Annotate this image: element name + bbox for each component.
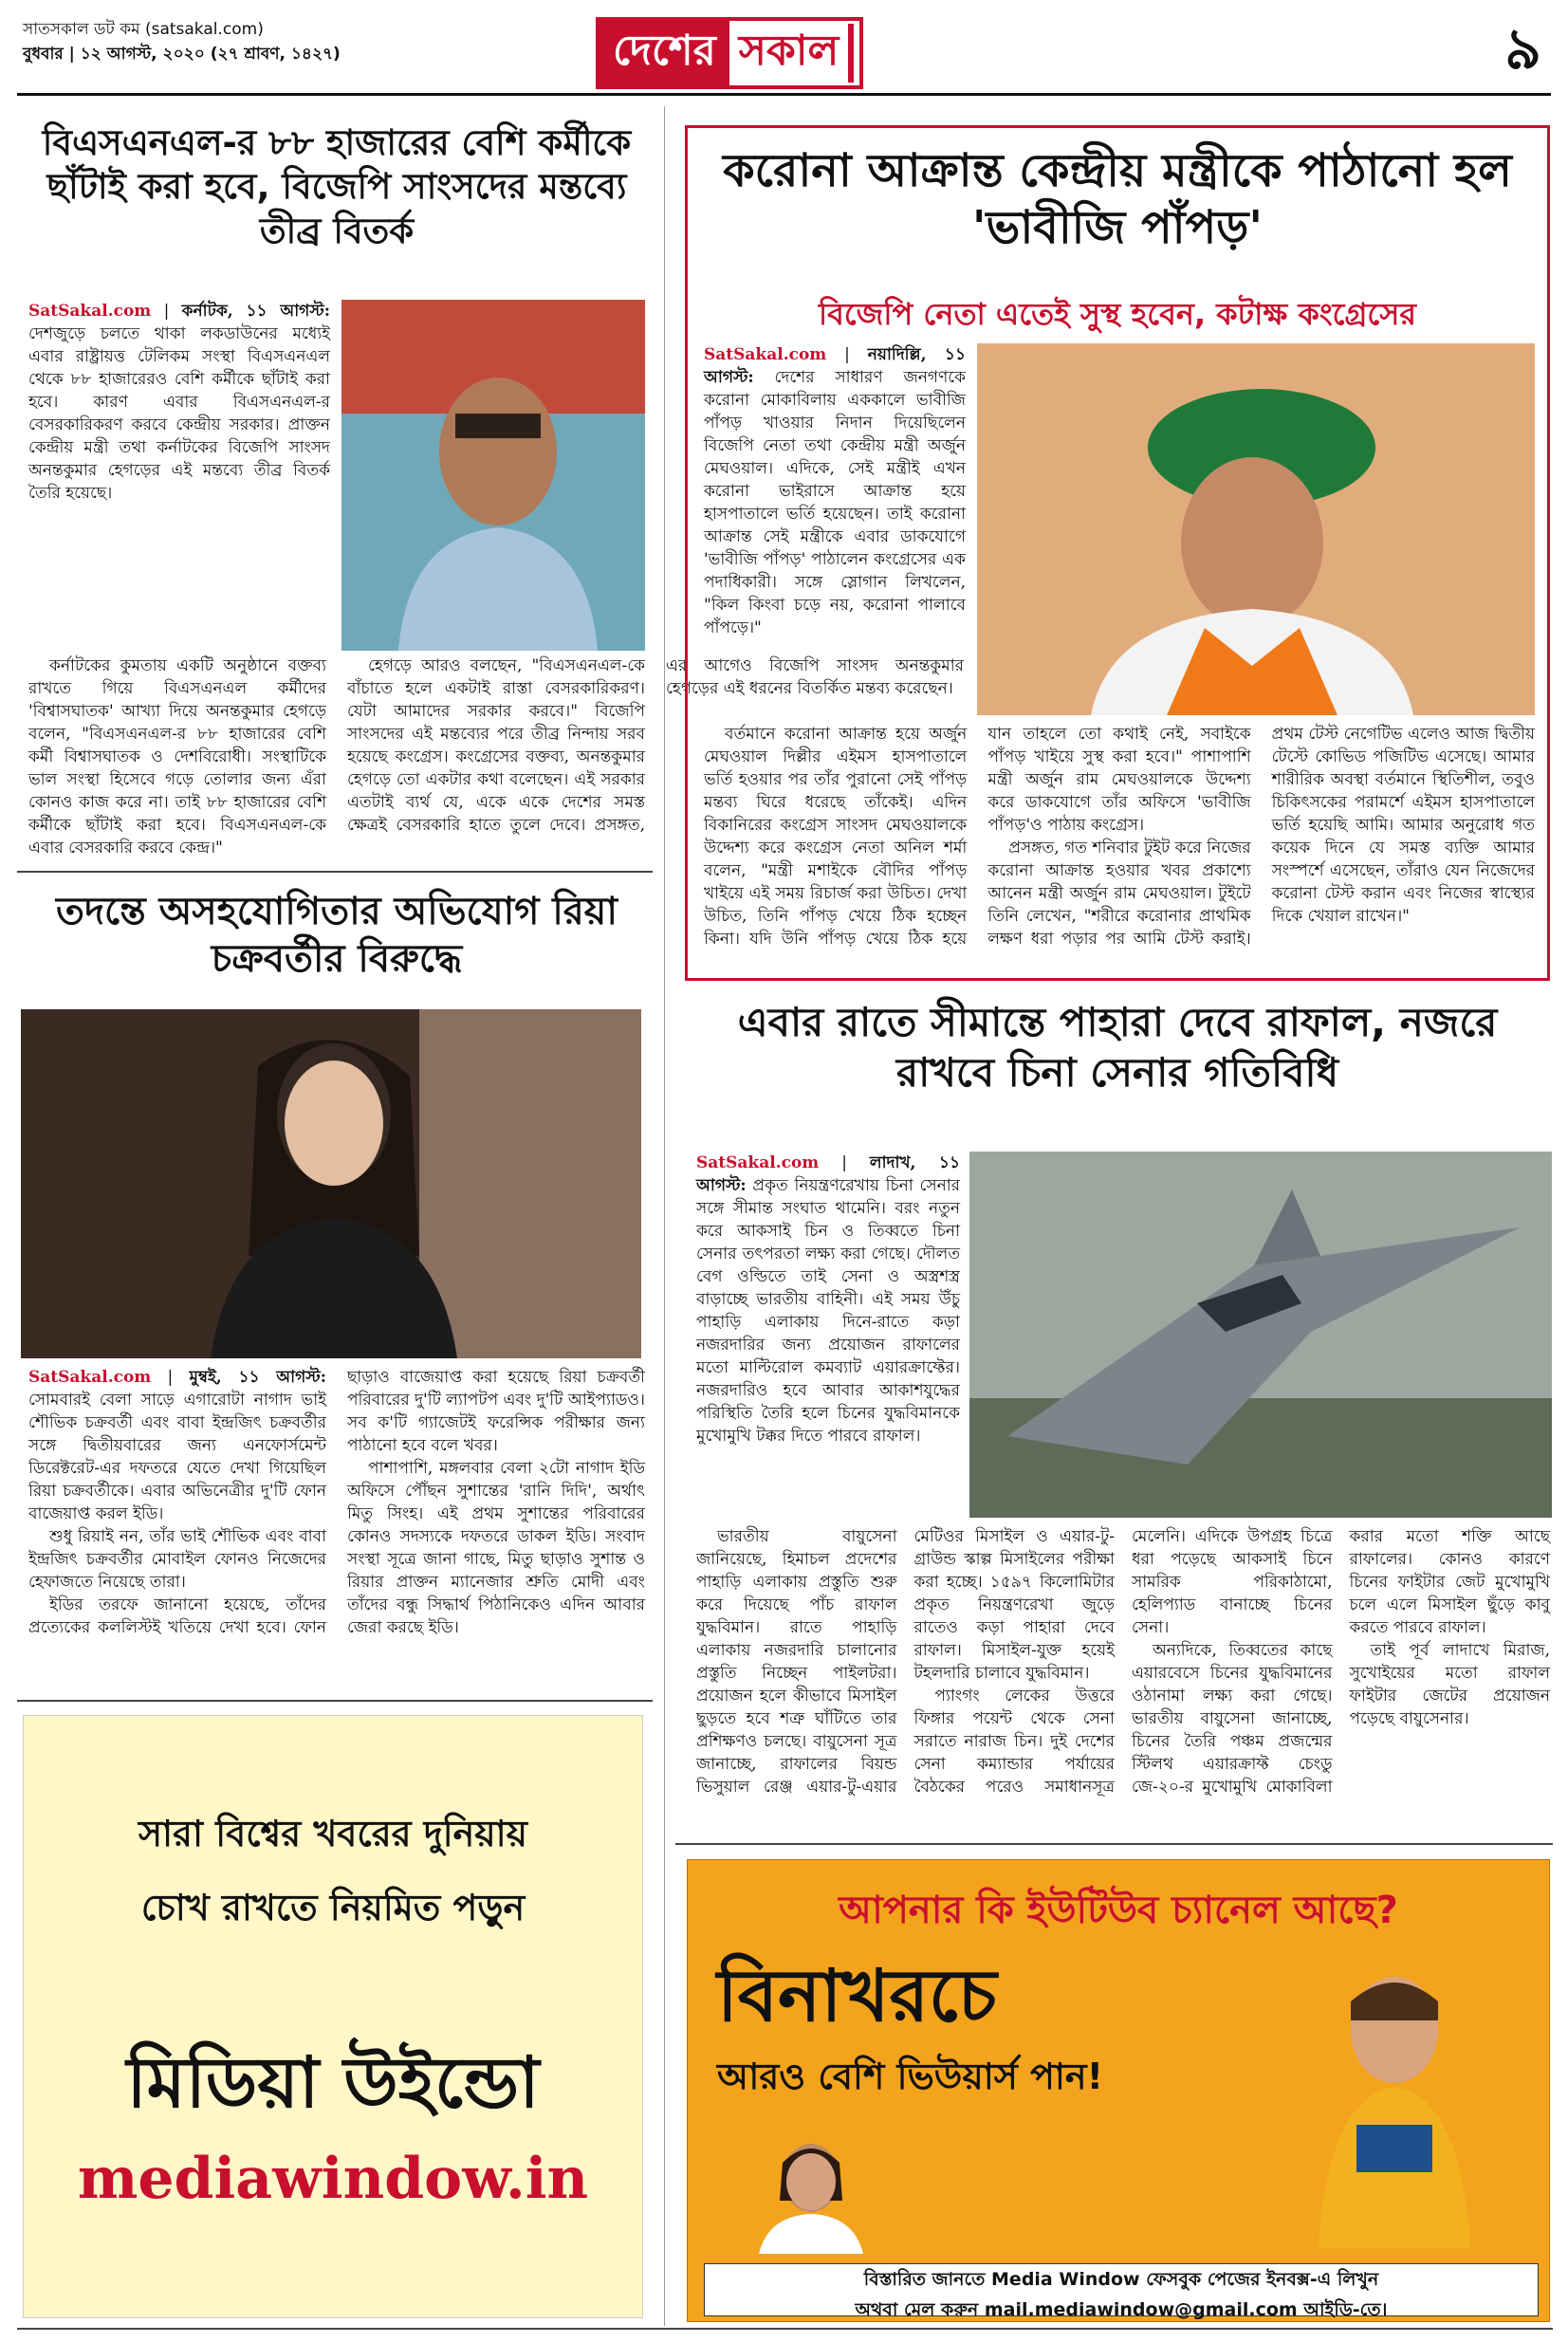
section-rule	[17, 871, 653, 873]
rhea-headline: তদন্তে অসহযোগিতার অভিযোগ রিয়া চক্রবর্তীর বিরুদ্ধে	[56, 890, 618, 981]
rafale-paragraph-2: ভারতীয় বায়ুসেনা জানিয়েছে, হিমাচল প্রদেশের পাহাড়ি এলাকায় প্রস্তুতি শুরু করে দিয়েছে পাঁচ রাফাল যুদ্ধবিমান। রাতে পাহাড়ি এলাকায় নজরদারি চালানোর প্রস্তুতি নিচ্ছেন পাইলটরা। প্রয়োজন হলে কীভাবে মিসাইল ছুড়তে হবে শত্রু ঘাঁটিতে তার প্রশিক্ষণও চলছে। বায়ুসেনা সূত্র জানাচ্ছে, রাফালের বিয়ন্ড ভিসুয়াল রেঞ্জ এয়ার-টু-এয়ার মেটিওর মিসাইল ও এয়ার-টু-গ্রাউন্ড স্কাল্প মিসাইলের পরীক্ষা করা হচ্ছে। ১৫৯৭ কিলোমিটার প্রকৃত নিয়ন্ত্রণরেখা জুড়ে রাতেও কড়া পাহারা দেবে রাফাল। মিসাইল-যুক্ত হয়েই টহলদারি চালাবে যুদ্ধবিমান।	[696, 1527, 1115, 1797]
papad-location: নয়াদিল্লি, ১১ আগস্ট:	[704, 345, 966, 387]
issue-date: বুধবার | ১২ আগস্ট, ২০২০ (২৭ শ্রাবণ, ১৪২৭)	[23, 45, 341, 64]
section-rule	[17, 1700, 653, 1702]
section-rule	[675, 1843, 1553, 1845]
papad-photo	[977, 343, 1535, 715]
rhea-body: SatSakal.com | মুম্বই, ১১ আগস্ট: সোমবারই বেলা সাড়ে এগারোটা নাগাদ ভাই শৌভিক চক্রবর্তী এবং বাবা ইন্দ্রজিৎ চক্রবর্তীর সঙ্গে দ্বিতীয়বারের জন্য এনফোর্সমেন্ট ডিরেক্টরেট-এর দফতরে যেতে দেখা গিয়েছিল রিয়া চক্রবর্তীকে। এবার অভিনেত্রীর দু'টি ফোন বাজেয়াপ্ত করল ইডি। শুধু রিয়াই নন, তাঁর ভাই শৌভিক এবং বাবা ইন্দ্রজিৎ চক্রবর্তীর মোবাইল ফোনও নিজেদের হেফাজতে নিয়েছে তারা। ইডির তরফে জানানো হয়েছে, তাঁদের প্রত্যেকের কললিস্টই খতিয়ে দেখা হবে। ফোন ছাড়াও বাজেয়াপ্ত করা হয়েছে রিয়া চক্রবর্তী পরিবারের দু'টি ল্যাপটপ এবং দু'টি আইপ্যাডও। সব ক'টি গ্যাজেটই ফরেন্সিক পরীক্ষার জন্য পাঠানো হবে বলে খবর। পাশাপাশি, মঙ্গলবার বেলা ২টো নাগাদ ইডি অফিসে পৌঁছন সুশান্তের 'রানি দিদি', অর্থাৎ মিতু সিংহ। এই প্রথম সুশান্তের পরিবারের কোনও সদস্যকে দফতরে ডাকল ইডি। সংবাদ সংস্থা সূত্রে জানা গাছে, মিতু ছাড়াও সুশান্ত ও রিয়ার প্রাক্তন ম্যানেজার শ্রুতি মোদী এবং তাঁদের বন্ধু সিদ্ধার্থ পিঠানিকেও এদিন আবার জেরা করছে ইডি।	[28, 1368, 645, 1637]
ad-left-brand: মিডিয়া উইন্ডো	[126, 2042, 540, 2124]
papad-body	[704, 723, 1535, 971]
rhea-paragraph-3: ইডির তরফে জানানো হয়েছে, তাঁদের প্রত্যেকের কললিস্টই খতিয়ে দেখা হবে। ফোন ছাড়াও বাজেয়াপ্ত করা হয়েছে রিয়া চক্রবর্তী পরিবারের দু'টি ল্যাপটপ এবং দু'টি আইপ্যাডও। সব ক'টি গ্যাজেটই ফরেন্সিক পরীক্ষার জন্য পাঠানো হবে বলে খবর।	[28, 1368, 645, 1637]
ad-woman-photo	[749, 2134, 873, 2254]
ad-right-foot-2[interactable]: অথবা মেল করুন mail.mediawindow@gmail.com আইডি-তে।	[855, 2299, 1388, 2320]
rhea-paragraph-1: সোমবারই বেলা সাড়ে এগারোটা নাগাদ ভাই শৌভিক চক্রবর্তী এবং বাবা ইন্দ্রজিৎ চক্রবর্তীর সঙ্গে দ্বিতীয়বারের জন্য এনফোর্সমেন্ট ডিরেক্টরেট-এর দফতরে যেতে দেখা গিয়েছিল রিয়া চক্রবর্তীকে। এবার অভিনেত্রীর দু'টি ফোন বাজেয়াপ্ত করল ইডি।	[28, 1391, 326, 1523]
logo-bar	[848, 24, 854, 83]
ad-man-photo	[1300, 1954, 1489, 2248]
ad-left-url[interactable]: mediawindow.in	[77, 2146, 589, 2212]
ad-right-footer	[704, 2263, 1539, 2320]
rafale-location: লাদাখ, ১১ আগস্ট:	[696, 1153, 960, 1195]
papad-intro: SatSakal.com | নয়াদিল্লি, ১১ আগস্ট: দেশের সাধারণ জনগণকে করোনা মোকাবিলায় এককালে ভাবীজি পাঁপড় খাওয়ার নিদান দিয়েছিলেন বিজেপি নেতা তথা কেন্দ্রীয় মন্ত্রী অর্জুন মেঘওয়াল। এদিকে, সেই মন্ত্রীই এখন করোনা ভাইরাসে আক্রান্ত হয়ে হাসপাতালে ভর্তি হয়েছেন। তাই করোনা আক্রান্ত সেই মন্ত্রীকে এবার ডাকযোগে 'ভাবীজি পাঁপড়' পাঠালেন কংগ্রেসের এক পদাধিকারী। সঙ্গে স্লোগান লিখলেন, "কিল কিংবা চড়ে নয়, করোনা পালাবে পাঁপড়ে।"	[704, 345, 966, 637]
rafale-headline: এবার রাতে সীমান্তে পাহারা দেবে রাফাল, নজরে রাখবে চিনা সেনার গতিবিধি	[737, 999, 1498, 1096]
bsnl-location: কর্নাটক, ১১ আগস্ট:	[181, 302, 330, 321]
ad-right-question: আপনার কি ইউটিউব চ্যানেল আছে?	[839, 1889, 1398, 1932]
ad-right-big: বিনাখরচে	[717, 1953, 997, 2038]
bsnl-source: SatSakal.com	[28, 302, 152, 321]
logo-part-2: সকাল	[738, 26, 839, 75]
header-rule	[17, 93, 1551, 96]
rafale-paragraph-4: অন্যদিকে, তিব্বতের কাছে এয়ারবেসে চিনের যুদ্ধবিমানের ওঠানামা লক্ষ্য করা গেছে। ভারতীয় বায়ুসেনা জানাচ্ছে, চিনের তৈরি পঞ্চম প্রজন্মের স্টিলথ এয়ারক্রাফ্ট চেংডু জে-২০-র মুখোমুখি মোকাবিলা করার মতো শক্তি আছে রাফালের। কোনও কারণে চিনের ফাইটার জেট মুখোমুখি চলে এলে মিসাইল ছুঁড়ে কাবু করতে পারবে রাফাল।	[1132, 1527, 1550, 1797]
bsnl-paragraph-1: দেশজুড়ে চলতে থাকা লকডাউনের মধ্যেই এবার রাষ্ট্রায়ত্ত টেলিকম সংস্থা বিএসএনএল থেকে ৮৮ হাজারেরও বেশি কর্মীকে ছাঁটাই করা হবে। কারণ এবার বিএসএনএল-র বেসরকারিকরণ করবে কেন্দ্রীয় সরকার। প্রাক্তন কেন্দ্রীয় মন্ত্রী তথা কর্নাটকের বিজেপি সাংসদ অনন্তকুমার হেগড়ের এই মন্তব্যে তীব্র বিতর্ক তৈরি হয়েছে।	[28, 324, 330, 503]
rhea-paragraph-2: শুধু রিয়াই নন, তাঁর ভাই শৌভিক এবং বাবা ইন্দ্রজিৎ চক্রবর্তীর মোবাইল ফোনও নিজেদের হেফাজতে নিয়েছে তারা।	[28, 1527, 326, 1592]
rafale-photo	[969, 1152, 1552, 1518]
rhea-source: SatSakal.com	[28, 1368, 152, 1387]
rhea-photo	[21, 1009, 641, 1358]
ad-right-sub: আরও বেশি ভিউয়ার্স পান!	[717, 2056, 1103, 2097]
bsnl-headline: বিএসএনএল-র ৮৮ হাজারের বেশি কর্মীকে ছাঁটাই করা হবে, বিজেপি সাংসদের মন্তব্যে তীব্র বিতর্ক	[42, 122, 632, 251]
papad-headline: করোনা আক্রান্ত কেন্দ্রীয় মন্ত্রীকে পাঠানো হল 'ভাবীজি পাঁপড়'	[723, 144, 1512, 254]
papad-paragraph-2: বর্তমানে করোনা আক্রান্ত হয়ে অর্জুন মেঘওয়াল দিল্লীর এইমস হাসপাতালে ভর্তি হওয়ার পর তাঁর পুরানো সেই পাঁপড় মন্তব্য ঘিরে ধরেছে তাঁকেই। এদিন বিকানিরের কংগ্রেস সাংসদ মেঘওয়ালকে উদ্দেশ্য করে কংগ্রেস নেতা অনিল শর্মা বলেন, "মন্ত্রী মশাইকে বৌদির পাঁপড় খাইয়ে এই সময় রিচার্জ করা উচিত। দেখা উচিত, তিনি পাঁপড় খেয়ে ঠিক হচ্ছেন কিনা। যদি উনি পাঁপড় খেয়ে ঠিক হয়ে যান তাহলে তো কথাই নেই, সবাইকে পাঁপড় খাইয়ে সুস্থ করা হবে।" পাশাপাশি মন্ত্রী অর্জুন রাম মেঘওয়ালকে উদ্দেশ্য করে ডাকযোগে তাঁর অফিসে 'ভাবীজি পাঁপড়'ও পাঠায় কংগ্রেস।	[704, 725, 1251, 949]
bsnl-intro: SatSakal.com | কর্নাটক, ১১ আগস্ট: দেশজুড়ে চলতে থাকা লকডাউনের মধ্যেই এবার রাষ্ট্রায়ত্ত টেলিকম সংস্থা বিএসএনএল থেকে ৮৮ হাজারেরও বেশি কর্মীকে ছাঁটাই করা হবে। কারণ এবার বিএসএনএল-র বেসরকারিকরণ করবে কেন্দ্রীয় সরকার। প্রাক্তন কেন্দ্রীয় মন্ত্রী তথা কর্নাটকের বিজেপি সাংসদ অনন্তকুমার হেগড়ের এই মন্তব্যে তীব্র বিতর্ক তৈরি হয়েছে।	[28, 302, 330, 503]
ad-left-line-2: চোখ রাখতে নিয়মিত পড়ুন	[140, 1887, 526, 1928]
media-window-ad[interactable]	[23, 1715, 643, 2318]
papad-paragraph-3: প্রসঙ্গত, গত শনিবার টুইট করে নিজের করোনা আক্রান্ত হওয়ার খবর প্রকাশ্যে আনেন মন্ত্রী অর্জুন রাম মেঘওয়াল। টুইটে তিনি লেখেন, "শরীরে করোনার প্রাথমিক লক্ষণ ধরা পড়ার পর আমি টেস্ট করাই। প্রথম টেস্ট নেগেটিভ এলেও আজ দ্বিতীয় টেস্টে কোভিড পজিটিভ এসেছে। আমার শারীরিক অবস্থা বর্তমানে স্থিতিশীল, তবুও চিকিৎসকের পরামর্শে এইমস হাসপাতালে ভর্তি হয়েছি আমি। আমার অনুরোধ গত কয়েক দিনে যে সমস্ত ব্যক্তি আমার সংস্পর্শে এসেছেন, তাঁরাও যেন নিজেদের করোনা টেস্ট করান এবং নিজের স্বাস্থ্যের দিকে খেয়াল রাখেন।"	[987, 725, 1535, 949]
rafale-paragraph-1: প্রকৃত নিয়ন্ত্রণরেখায় চিনা সেনার সঙ্গে সীমান্ত সংঘাত থামেনি। বরং নতুন করে আকসাই চিন ও তিব্বতে চিনা সেনার তৎপরতা লক্ষ্য করা গেছে। দৌলত বেগ ওল্ডিতে তাই সেনা ও অস্ত্রশস্ত্র বাড়াচ্ছে ভারতীয় বাহিনী। এই সময় উঁচু পাহাড়ি এলাকায় দিনে-রাতে কড়া নজরদারির জন্য প্রয়োজন রাফালের মতো মাল্টিরোল কমব্যাট এয়ারক্রাফ্টের। নজরদারিও হবে আবার আকাশযুদ্ধের পরিস্থিতি তৈরি হলে চিনের যুদ্ধবিমানকে মুখোমুখি টক্কর দিতে পারবে রাফাল।	[696, 1176, 961, 1446]
rafale-body	[696, 1525, 1550, 1835]
footer-rule	[17, 2328, 1553, 2330]
bsnl-paragraph-3: হেগড়ে আরও বলছেন, "বিএসএনএল-কে বাঁচাতে হলে একটাই রাস্তা বেসরকারিকরণ। যেটা আমাদের সরকার করবে।" বিজেপি সাংসদের এই মন্তব্যের পরে তীব্র নিন্দায় সরব হয়েছে কংগ্রেস। কংগ্রেসের বক্তব্য, অনন্তকুমার হেগড়ে তো একটার কথা বলেছেন। এই সরকার এতটাই ব্যর্থ যে, একে একে দেশের সমস্ত ক্ষেত্রই বেসরকারি হাতে তুলে দেবে। প্রসঙ্গত, এর আগেও বিজেপি সাংসদ অনন্তকুমার হেগড়ের এই ধরনের বিতর্কিত মন্তব্য করেছেন।	[347, 656, 964, 835]
rafale-intro: SatSakal.com | লাদাখ, ১১ আগস্ট: প্রকৃত নিয়ন্ত্রণরেখায় চিনা সেনার সঙ্গে সীমান্ত সংঘাত থামেনি। বরং নতুন করে আকসাই চিন ও তিব্বতে চিনা সেনার তৎপরতা লক্ষ্য করা গেছে। দৌলত বেগ ওল্ডিতে তাই সেনা ও অস্ত্রশস্ত্র বাড়াচ্ছে ভারতীয় বাহিনী। এই সময় উঁচু পাহাড়ি এলাকায় দিনে-রাতে কড়া নজরদারির জন্য প্রয়োজন রাফালের মতো মাল্টিরোল কমব্যাট এয়ারক্রাফ্টের। নজরদারিও হবে আবার আকাশযুদ্ধের পরিস্থিতি তৈরি হলে চিনের যুদ্ধবিমানকে মুখোমুখি টক্কর দিতে পারবে রাফাল।	[696, 1153, 961, 1446]
rhea-paragraph-4: পাশাপাশি, মঙ্গলবার বেলা ২টো নাগাদ ইডি অফিসে পৌঁছন সুশান্তের 'রানি দিদি', অর্থাৎ মিতু সিংহ। এই প্রথম সুশান্তের পরিবারের কোনও সদস্যকে দফতরে ডাকল ইডি। সংবাদ সংস্থা সূত্রে জানা গাছে, মিতু ছাড়াও সুশান্ত ও রিয়ার প্রাক্তন ম্যানেজার শ্রুতি মোদী এবং তাঁদের বন্ধু সিদ্ধার্থ পিঠানিকেও এদিন আবার জেরা করছে ইডি।	[347, 1459, 645, 1637]
rafale-source: SatSakal.com	[696, 1153, 820, 1172]
bsnl-photo	[341, 300, 645, 651]
bsnl-body	[28, 655, 964, 865]
rhea-location: মুম্বই, ১১ আগস্ট:	[189, 1368, 326, 1387]
papad-paragraph-1: দেশের সাধারণ জনগণকে করোনা মোকাবিলায় এককালে ভাবীজি পাঁপড় খাওয়ার নিদান দিয়েছিলেন বিজেপি নেতা তথা কেন্দ্রীয় মন্ত্রী অর্জুন মেঘওয়াল। এদিকে, সেই মন্ত্রীই এখন করোনা ভাইরাসে আক্রান্ত হয়ে হাসপাতালে ভর্তি হয়েছেন। তাই করোনা আক্রান্ত সেই মন্ত্রীকে এবার ডাকযোগে 'ভাবীজি পাঁপড়' পাঠালেন কংগ্রেসের এক পদাধিকারী। সঙ্গে স্লোগান লিখলেন, "কিল কিংবা চড়ে নয়, করোনা পালাবে পাঁপড়ে।"	[704, 368, 966, 637]
newspaper-logo	[596, 17, 863, 89]
ad-right-foot-1: বিস্তারিত জানতে Media Window ফেসবুক পেজের ইনবক্স-এ লিখুন	[863, 2269, 1379, 2290]
site-name: সাতসকাল ডট কম (satsakal.com)	[23, 20, 264, 39]
bsnl-paragraph-2: কর্নাটকের কুমতায় একটি অনুষ্ঠানে বক্তব্য রাখতে গিয়ে বিএসএনএল কর্মীদের 'বিশ্বাসঘাতক' আখ্যা দিয়ে অনন্তকুমার হেগড়ে বলেন, "বিএসএনএল-র ৮৮ হাজারের বেশি কর্মী বিশ্বাসঘাতক ও দেশবিরোধী। সংস্থাটিকে ভাল সংস্থা হিসেবে গড়ে তোলার জন্য এঁরা কোনও কাজ করে না। তাই ৮৮ হাজারের বেশি কর্মীকে ছাঁটাই করা হবে। বিএসএনএল-কে এবার বেসরকারি করবে কেন্দ্র।"	[28, 656, 326, 858]
ad-left-line-1: সারা বিশ্বের খবরের দুনিয়ায়	[138, 1813, 528, 1854]
logo-part-1: দেশের	[600, 21, 729, 85]
column-separator	[664, 106, 665, 2326]
rafale-paragraph-5: তাই পূর্ব লাদাখে মিরাজ, সুখোইয়ের মতো রাফাল ফাইটার জেটের প্রয়োজন পড়েছে বায়ুসেনার।	[1349, 1641, 1550, 1728]
rafale-paragraph-3: প্যাংগং লেকের উত্তরে ফিঙ্গার পয়েন্ট থেকে সেনা সরাতে নারাজ চিন। দুই দেশের সেনা কম্যান্ডার পর্যায়ের বৈঠকের পরেও সমাধানসূত্র মেলেনি। এদিকে উপগ্রহ চিত্রে ধরা পড়েছে আকসাই চিনে সামরিক পরিকাঠামো, হেলিপ্যাড বানাচ্ছে চিনের সেনা।	[913, 1527, 1333, 1797]
papad-subheadline: বিজেপি নেতা এতেই সুস্থ হবেন, কটাক্ষ কংগ্রেসের	[818, 296, 1417, 332]
papad-source: SatSakal.com	[704, 345, 827, 364]
page-number: ৯	[1504, 16, 1541, 83]
